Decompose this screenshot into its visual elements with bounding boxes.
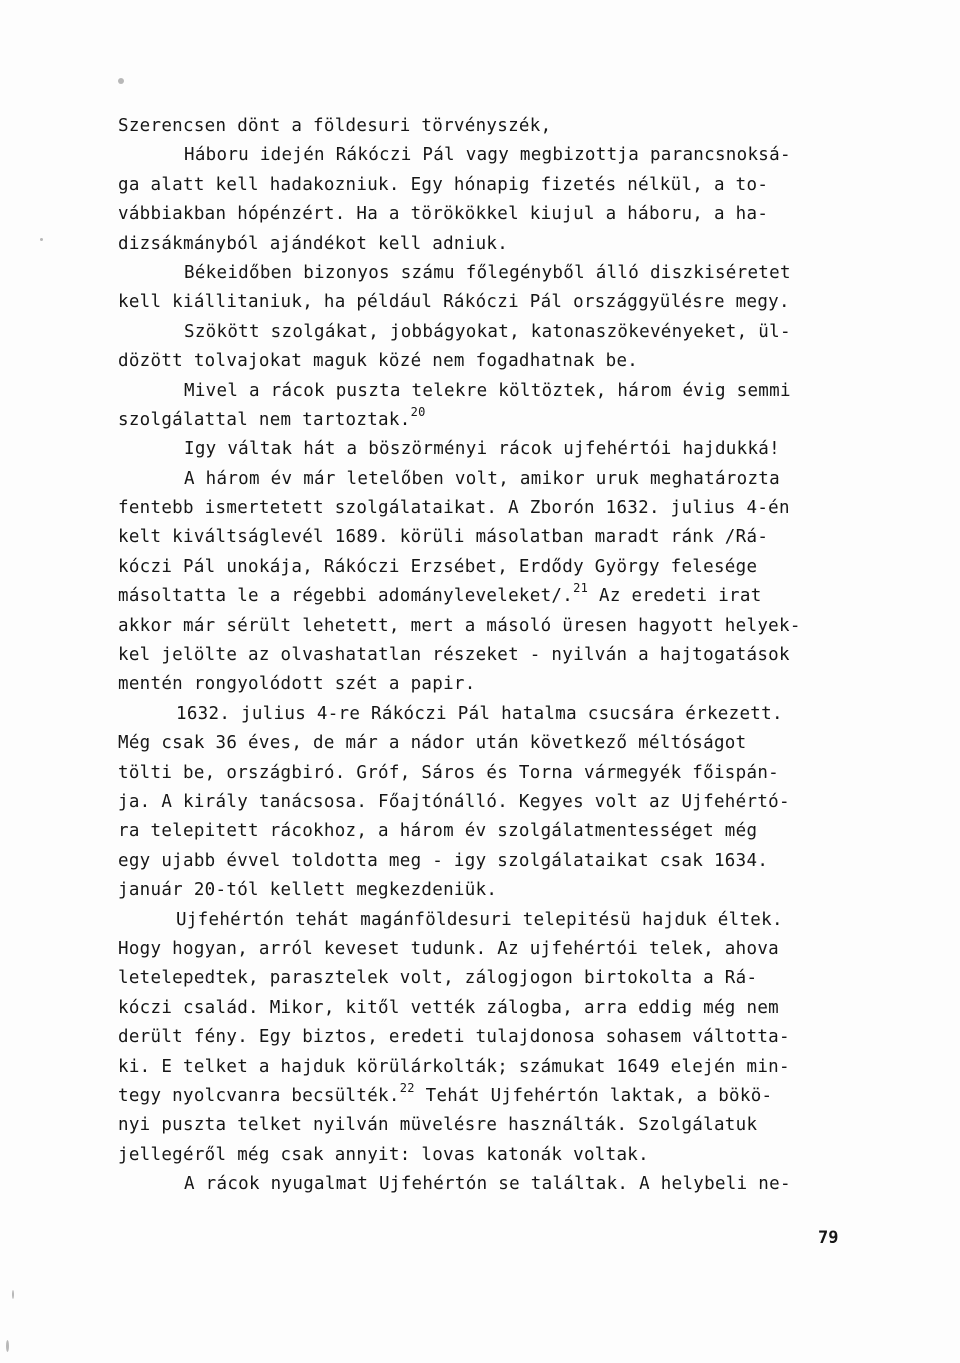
line-text: Békeidőben bizonyos számu főlegényből álló diszkiséretet [184, 262, 791, 283]
line-text: dözött tolvajokat maguk közé nem fogadhatnak be. [118, 351, 639, 372]
text-line [118, 700, 858, 729]
text-line [118, 1141, 858, 1170]
page-number: 79 [818, 1228, 839, 1248]
line-text: Mivel a rácok puszta telekre költöztek, három évig semmi [184, 380, 791, 401]
text-line [118, 876, 858, 905]
text-line [118, 406, 858, 435]
line-text: derült fény. Egy biztos, eredeti tulajdonosa sohasem váltotta- [118, 1027, 790, 1048]
text-line [118, 553, 858, 582]
line-text: Hogy hogyan, arról keveset tudunk. Az ujfehértói telek, ahova [118, 938, 779, 959]
text-line [118, 994, 858, 1023]
text-line [118, 641, 858, 670]
line-text: jellegéről még csak annyit: lovas katonák voltak. [118, 1144, 649, 1165]
line-text-continued: Az eredeti irat [588, 586, 762, 607]
text-line [118, 318, 858, 347]
text-line [118, 259, 858, 288]
scan-speck [40, 238, 43, 241]
line-text: dizsákmányból ajándékot kell adniuk. [118, 233, 509, 254]
line-text: fentebb ismertetett szolgálataikat. A Zborón 1632. julius 4-én [118, 498, 790, 519]
line-text: A három év már letelőben volt, amikor uruk meghatározta [184, 468, 780, 489]
line-text: Háboru idején Rákóczi Pál vagy megbizottja parancsnoksá- [184, 145, 791, 166]
text-line [118, 288, 858, 317]
text-line [118, 759, 858, 788]
text-line [118, 435, 858, 464]
text-line [118, 906, 858, 935]
line-text: szolgálattal nem tartoztak. [118, 409, 411, 430]
text-line [118, 230, 858, 259]
text-line [118, 964, 858, 993]
line-text-continued: Tehát Ujfehértón laktak, a bökö- [414, 1085, 773, 1106]
line-text: Igy váltak hát a böszörményi rácok ujfehértói hajdukká! [184, 439, 780, 460]
text-line [118, 847, 858, 876]
line-text: kel jelölte az olvashatatlan részeket - nyilván a hajtogatások [118, 645, 790, 666]
text-line [118, 523, 858, 552]
text-line [118, 465, 858, 494]
body-text [118, 112, 858, 1199]
text-line [118, 817, 858, 846]
scan-speck [118, 78, 124, 84]
text-line [118, 788, 858, 817]
text-line [118, 1023, 858, 1052]
line-text: letelepedtek, parasztelek volt, zálogjogon birtokolta a Rá- [118, 968, 758, 989]
text-line [118, 347, 858, 376]
line-text: kelt kiváltságlevél 1689. körüli másolatban maradt ránk /Rá- [118, 527, 769, 548]
line-text: ja. A király tanácsosa. Főajtónálló. Kegyes volt az Ujfehértó- [118, 791, 790, 812]
line-text: Még csak 36 éves, de már a nádor után következő méltóságot [118, 733, 747, 754]
line-text: kell kiállitaniuk, ha például Rákóczi Pál országgyülésre megy. [118, 292, 790, 313]
text-line [118, 141, 858, 170]
line-text: kóczi Pál unokája, Rákóczi Erzsébet, Erdődy György felesége [118, 556, 758, 577]
line-text: akkor már sérült lehetett, mert a másoló üresen hagyott helyek- [118, 615, 801, 636]
text-line [118, 494, 858, 523]
text-line [118, 1053, 858, 1082]
line-text: Szökött szolgákat, jobbágyokat, katonaszökevényeket, ül- [184, 321, 791, 342]
text-line [118, 1170, 858, 1199]
text-line [118, 670, 858, 699]
line-text: ra telepitett rácokhoz, a három év szolgálatmentességet még [118, 821, 758, 842]
footnote-ref: 22 [399, 1080, 415, 1095]
line-text: egy ujabb évvel toldotta meg - igy szolgálataikat csak 1634. [118, 850, 769, 871]
footnote-ref: 21 [573, 581, 589, 596]
line-text: Ujfehértón tehát magánföldesuri telepitésü hajduk éltek. [176, 909, 783, 930]
text-line [118, 612, 858, 641]
scan-speck [6, 1340, 9, 1352]
text-line [118, 377, 858, 406]
line-text: ki. E telket a hajduk körülárkolták; számukat 1649 elején min- [118, 1056, 790, 1077]
line-text: nyi puszta telket nyilván müvelésre használták. Szolgálatuk [118, 1115, 758, 1136]
text-line [118, 582, 858, 611]
text-line [118, 1082, 858, 1111]
line-text: vábbiakban hópénzért. Ha a törökökkel kiujul a háboru, a ha- [118, 204, 769, 225]
text-line [118, 112, 858, 141]
line-text: ga alatt kell hadakozniuk. Egy hónapig fizetés nélkül, a to- [118, 174, 769, 195]
line-text: A rácok nyugalmat Ujfehértón se találtak. A helybeli ne- [184, 1174, 791, 1195]
text-line [118, 1111, 858, 1140]
line-text: január 20-tól kellett megkezdeniük. [118, 880, 498, 901]
text-line [118, 171, 858, 200]
text-line [118, 729, 858, 758]
line-text: kóczi család. Mikor, kitől vették zálogba, arra eddig még nem [118, 997, 779, 1018]
text-line [118, 200, 858, 229]
line-text: tölti be, országbiró. Gróf, Sáros és Torna vármegyék főispán- [118, 762, 779, 783]
scan-speck [12, 1290, 14, 1299]
footnote-ref: 20 [410, 404, 426, 419]
line-text: 1632. julius 4-re Rákóczi Pál hatalma csucsára érkezett. [176, 703, 783, 724]
line-text: mentén rongyolódott szét a papir. [118, 674, 476, 695]
text-line [118, 935, 858, 964]
line-text: tegy nyolcvanra becsülték. [118, 1085, 400, 1106]
line-text: Szerencsen dönt a földesuri törvényszék, [118, 116, 552, 136]
line-text: másoltatta le a régebbi adományleveleket/. [118, 586, 574, 607]
